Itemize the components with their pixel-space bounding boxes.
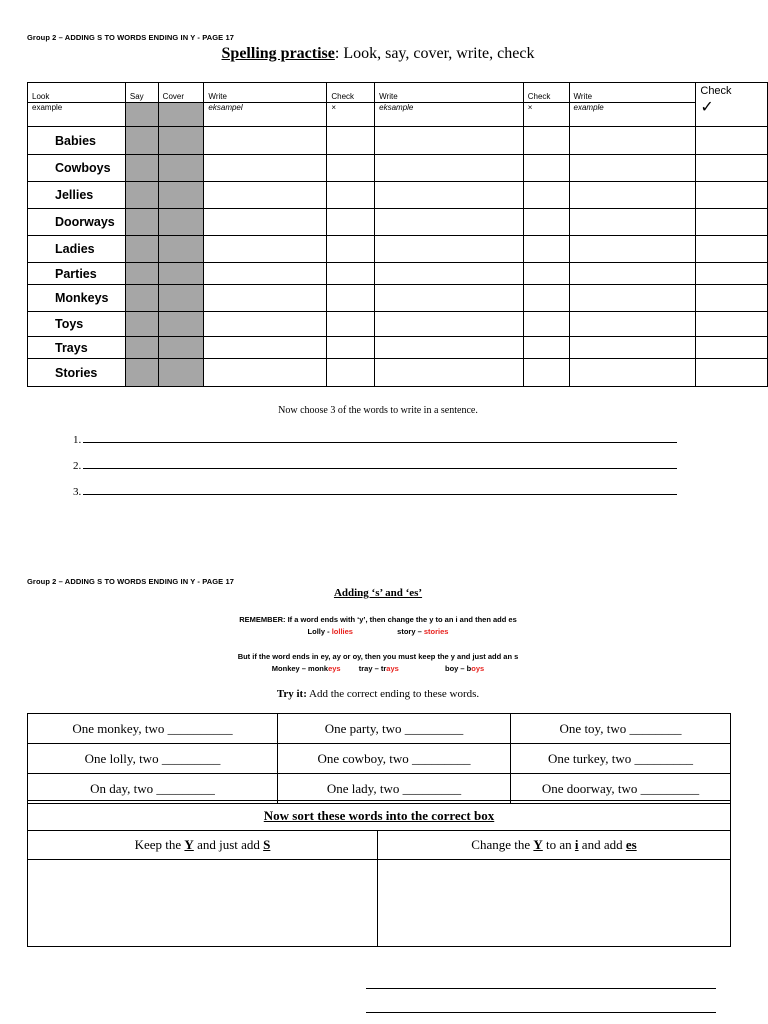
line-number: 2. (73, 460, 82, 472)
word-parties: Parties (28, 263, 126, 285)
col-write: Write (569, 83, 696, 103)
word-row (28, 337, 768, 359)
grid-row (28, 714, 731, 744)
sort-col-change-y: Change the Y to an i and add es (378, 831, 731, 860)
example-check-2: × (523, 103, 569, 127)
sentence-line-2[interactable] (73, 458, 677, 472)
word-cowboys: Cowboys (28, 155, 126, 182)
word-ladies: Ladies (28, 236, 126, 263)
sentence-line-1[interactable] (73, 432, 677, 446)
sort-boxes-row (28, 860, 731, 947)
grid-cell[interactable]: One lolly, two _________ (28, 744, 278, 774)
grid-cell[interactable]: One turkey, two _________ (511, 744, 731, 774)
sort-col-keep-y: Keep the Y and just add S (28, 831, 378, 860)
word-row (28, 182, 768, 209)
group-label: Group 2 – ADDING S TO WORDS ENDING IN Y - PAGE 17 (27, 33, 235, 42)
word-doorways: Doorways (28, 209, 126, 236)
col-check-last (696, 83, 768, 127)
word-row (28, 127, 768, 155)
section-heading: Adding ‘s’ and ‘es’ (333, 587, 423, 599)
page-title (0, 45, 756, 63)
example-write-1: eksampel (204, 103, 327, 127)
word-row (28, 209, 768, 236)
col-check: Check (327, 83, 375, 103)
word-row (28, 236, 768, 263)
word-row (28, 263, 768, 285)
line-number: 1. (73, 434, 82, 446)
word-toys: Toys (28, 312, 126, 337)
grid-row (28, 774, 731, 804)
title-bold: Spelling practise (221, 45, 335, 62)
col-write: Write (375, 83, 524, 103)
word-trays: Trays (28, 337, 126, 359)
sort-columns-row (28, 831, 731, 860)
word-row (28, 155, 768, 182)
line-number: 3. (73, 486, 82, 498)
example-row (28, 103, 768, 127)
col-cover: Cover (158, 83, 204, 103)
sort-heading-row (28, 801, 731, 831)
word-row (28, 312, 768, 337)
check-label: Check (700, 85, 732, 97)
grid-cell[interactable]: One doorway, two _________ (511, 774, 731, 804)
grid-cell[interactable]: One party, two _________ (278, 714, 511, 744)
col-check: Check (523, 83, 569, 103)
col-write: Write (204, 83, 327, 103)
word-monkeys: Monkeys (28, 285, 126, 312)
example-look: example (28, 103, 126, 127)
word-jellies: Jellies (28, 182, 126, 209)
grid-cell[interactable]: One toy, two ________ (511, 714, 731, 744)
col-say: Say (125, 83, 158, 103)
but-text: But if the word ends in ey, ay or oy, then you must keep the y and just add an s (237, 652, 519, 661)
sort-table (27, 800, 731, 947)
but-examples: Monkey – monkeys tray – trays boy – boys (271, 664, 485, 673)
grid-cell[interactable]: One cowboy, two _________ (278, 744, 511, 774)
word-row (28, 285, 768, 312)
col-look: Look (28, 83, 126, 103)
word-babies: Babies (28, 127, 126, 155)
word-row (28, 359, 768, 387)
grid-cell[interactable]: One monkey, two __________ (28, 714, 278, 744)
exercise-grid (27, 713, 731, 804)
try-it: Try it: Add the correct ending to these words. (276, 688, 480, 700)
answer-line[interactable] (366, 988, 716, 989)
header-row (28, 83, 768, 103)
example-write-2: eksample (375, 103, 524, 127)
spelling-table (27, 82, 768, 387)
grid-cell[interactable]: On day, two _________ (28, 774, 278, 804)
remember-examples: Lolly - lollies story – stories (307, 627, 449, 636)
remember-text: REMEMBER: If a word ends with ‘y’, then change the y to an i and then add es (239, 615, 517, 624)
title-rest: : Look, say, cover, write, check (334, 45, 535, 62)
answer-line[interactable] (366, 1012, 716, 1013)
sentence-prompt: Now choose 3 of the words to write in a sentence. (278, 405, 478, 416)
grid-cell[interactable]: One lady, two _________ (278, 774, 511, 804)
tick-icon: ✓ (700, 99, 714, 116)
keep-y-box[interactable] (28, 860, 378, 947)
word-stories: Stories (28, 359, 126, 387)
change-y-box[interactable] (378, 860, 731, 947)
sort-heading: Now sort these words into the correct box (28, 801, 731, 831)
example-write-3: example (569, 103, 696, 127)
group-label-2: Group 2 – ADDING S TO WORDS ENDING IN Y - PAGE 17 (27, 577, 235, 586)
grid-row (28, 744, 731, 774)
example-check-1: × (327, 103, 375, 127)
sentence-line-3[interactable] (73, 484, 677, 498)
